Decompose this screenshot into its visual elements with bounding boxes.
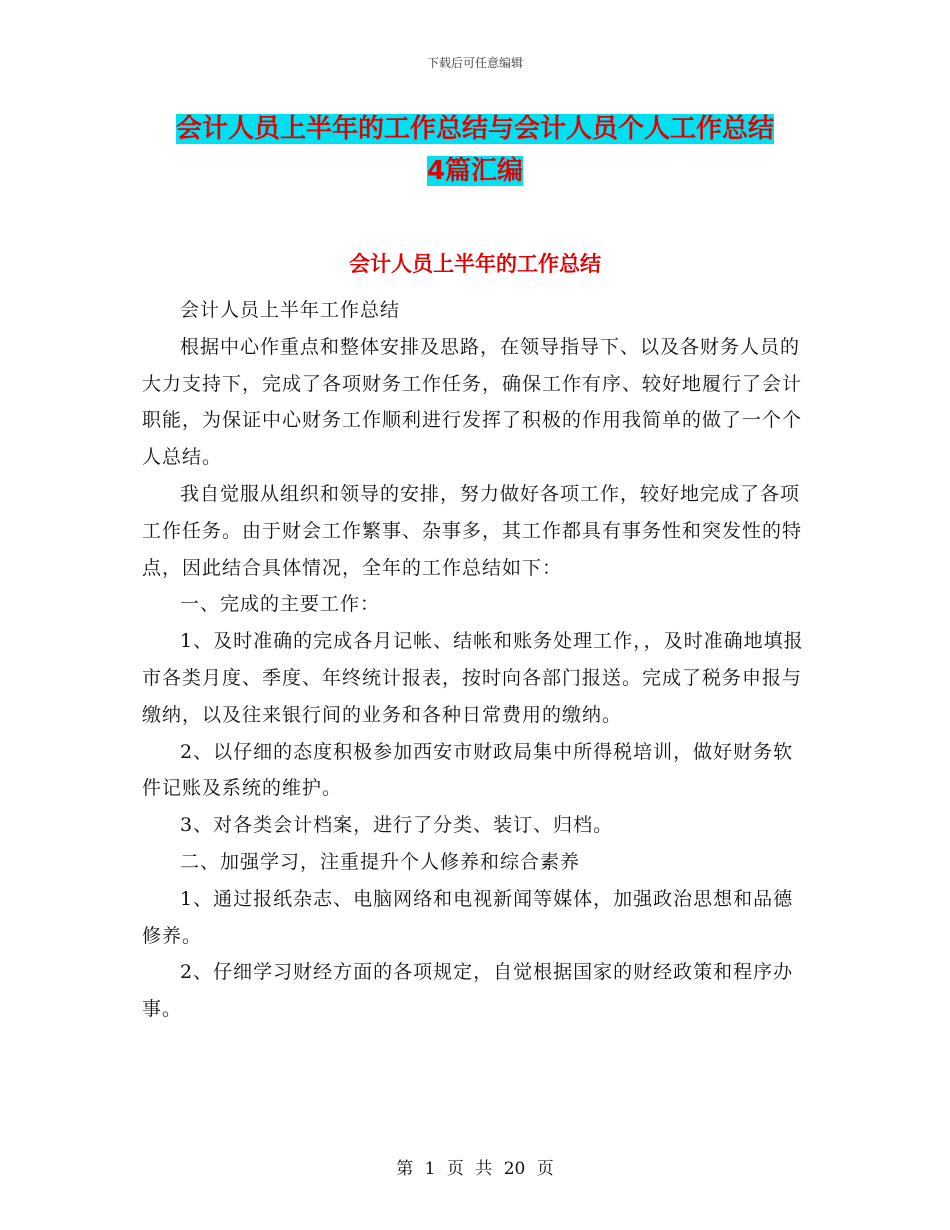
paragraph: 我自觉服从组织和领导的安排，努力做好各项工作，较好地完成了各项工作任务。由于财会工作繁事、杂事多，其工作都具有事务性和突发性的特点，因此结合具体情况，全年的工作总结如下： [142,482,803,579]
paragraph: 会计人员上半年工作总结 [180,299,401,321]
document-title-line-2: 4篇汇编 [426,156,524,186]
paragraph: 1、通过报纸杂志、电脑网络和电视新闻等媒体，加强政治思想和品德修养。 [142,887,794,947]
document-title [140,108,810,192]
paragraph: 3、对各类会计档案，进行了分类、装订、归档。 [180,814,614,837]
paragraph: 2、以仔细的态度积极参加西安市财政局集中所得税培训，做好财务软件记账及系统的维护。 [142,740,794,800]
page-number-footer: 第 1 页 共 20 页 [396,1159,554,1179]
paragraph: 2、仔细学习财经方面的各项规定，自觉根据国家的财经政策和程序办事。 [142,961,794,1021]
body-text [142,292,808,1028]
document-title-line-1: 会计人员上半年的工作总结与会计人员个人工作总结 [175,114,774,144]
paragraph: 根据中心作重点和整体安排及思路，在领导指导下、以及各财务人员的大力支持下，完成了各项财务工作任务，确保工作有序、较好地履行了会计职能，为保证中心财务工作顺利进行发挥了积极的作用我简单的做了一个个人总结。 [142,335,803,469]
section-title: 会计人员上半年的工作总结 [349,252,601,276]
paragraph: 1、及时准确的完成各月记帐、结帐和账务处理工作，，及时准确地填报市各类月度、季度、年终统计报表，按时向各部门报送。完成了税务申报与缴纳，以及往来银行间的业务和各种日常费用的缴纳。 [142,630,804,726]
paragraph: 一、完成的主要工作： [180,593,381,616]
paragraph: 二、加强学习，注重提升个人修养和综合素养 [180,850,581,873]
header-note: 下载后可任意编辑 [426,56,523,70]
